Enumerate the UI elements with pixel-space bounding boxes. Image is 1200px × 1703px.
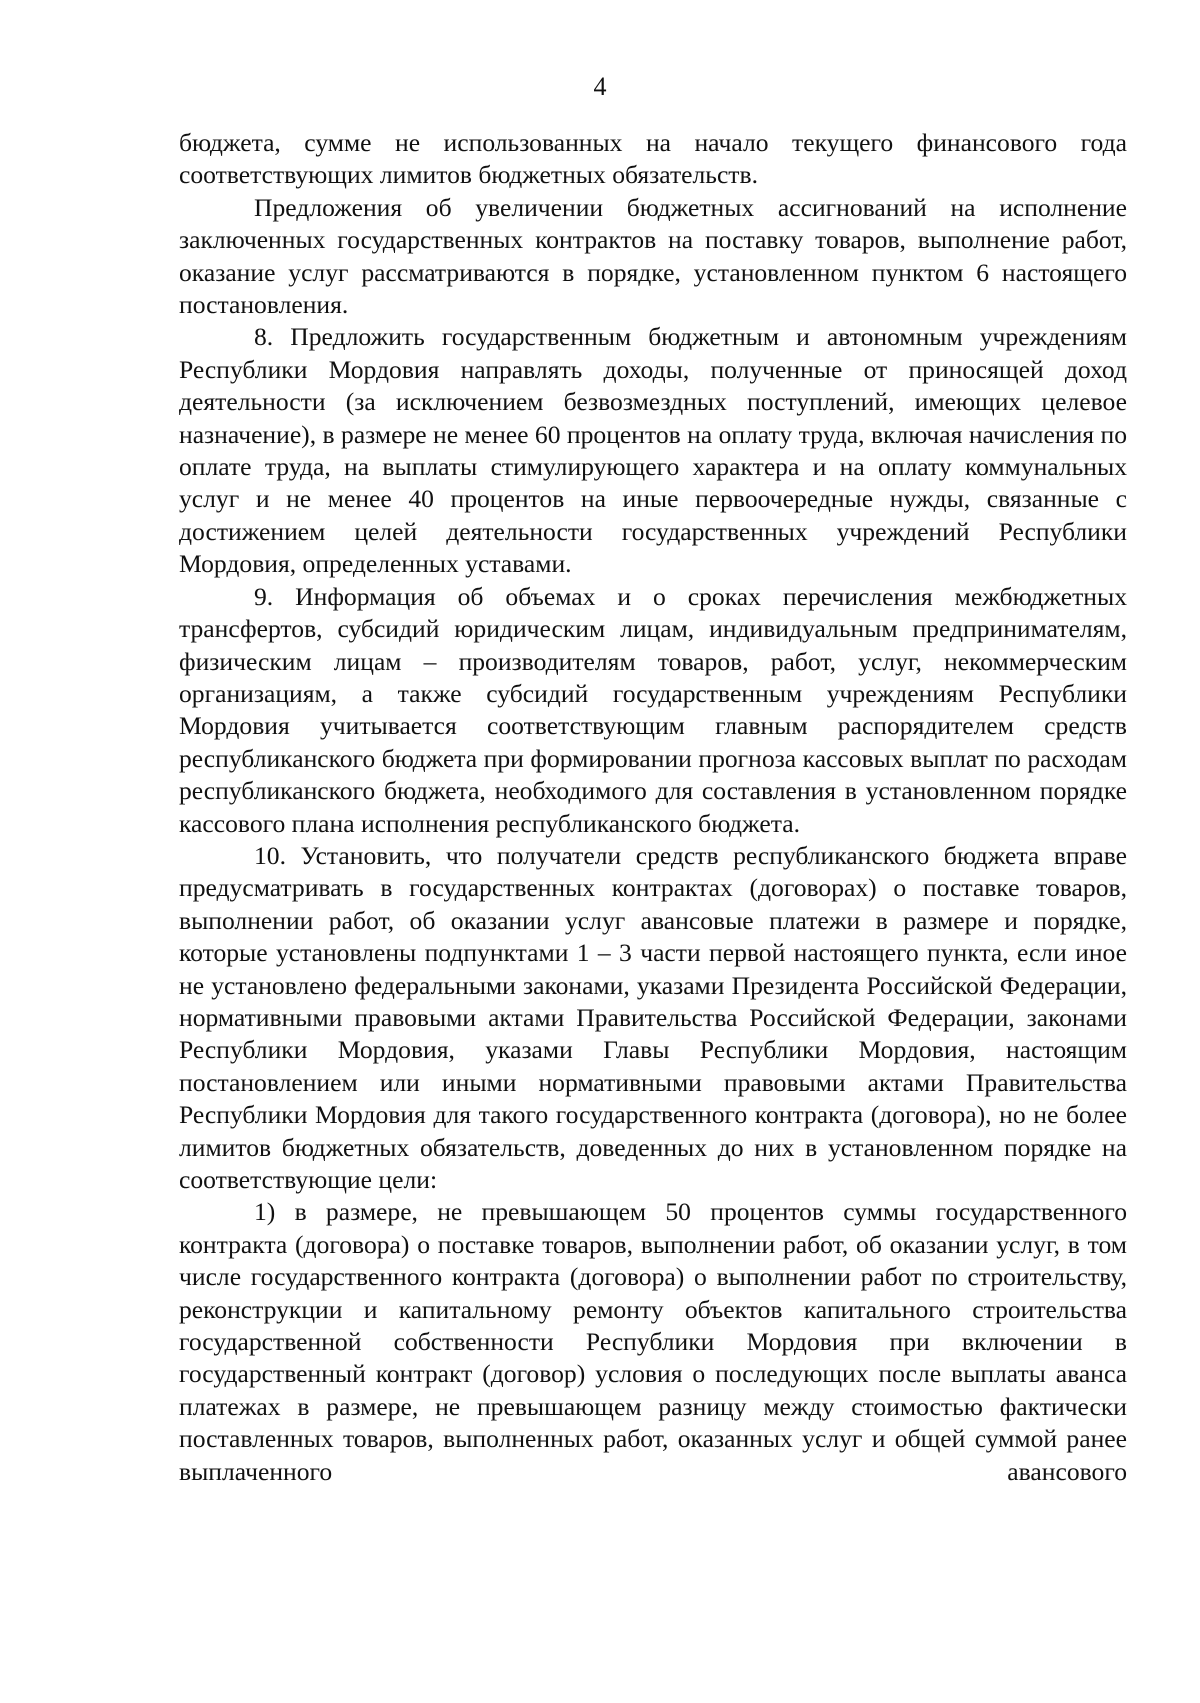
document-body [179, 127, 1127, 1488]
paragraph-subitem-1: 1) в размере, не превышающем 50 процентов суммы государственного контракта (договора) о поставке товаров, выполнении работ, об оказании услуг, в том числе государственного контракта (договора) о выполнении работ по строительству, реконструкции и капитальному ремонту объектов капитального строительства государственной собственности Республики Мордовия при включении в государственный контракт (договор) условия о последующих после выплаты аванса платежах в размере, не превышающем разницу между стоимостью фактически поставленных товаров, выполненных работ, оказанных услуг и общей суммой ранее выплаченного авансового [179, 1197, 1127, 1486]
paragraph-item-8: 8. Предложить государственным бюджетным и автономным учреждениям Республики Мордовия направлять доходы, полученные от приносящей доход деятельности (за исключением безвозмездных поступлений, имеющих целевое назначение), в размере не менее 60 процентов на оплату труда, включая начисления по оплате труда, на выплаты стимулирующего характера и на оплату коммунальных услуг и не менее 40 процентов на иные первоочередные нужды, связанные с достижением целей деятельности государственных учреждений Республики Мордовия, определенных уставами. [179, 322, 1127, 579]
paragraph-item-10: 10. Установить, что получатели средств республиканского бюджета вправе предусматривать в государственных контрактах (договорах) о поставке товаров, выполнении работ, об оказании услуг авансовые платежи в размере и порядке, которые установлены подпунктами 1 – 3 части первой настоящего пункта, если иное не установлено федеральными законами, указами Президента Российской Федерации, нормативными правовыми актами Правительства Российской Федерации, законами Республики Мордовия, указами Главы Республики Мордовия, настоящим постановлением или иными нормативными правовыми актами Правительства Республики Мордовия для такого государственного контракта (договора), но не более лимитов бюджетных обязательств, доведенных до них в установленном порядке на соответствующие цели: [179, 840, 1127, 1194]
page-number: 4 [593, 72, 607, 101]
paragraph-budget-continuation: бюджета, сумме не использованных на начало текущего финансового года соответствующих лимитов бюджетных обязательств. [179, 128, 1127, 190]
paragraph-allocation-proposals: Предложения об увеличении бюджетных ассигнований на исполнение заключенных государственных контрактов на поставку товаров, выполнение работ, оказание услуг рассматриваются в порядке, установленном пунктом 6 настоящего постановления. [179, 192, 1127, 320]
paragraph-item-9: 9. Информация об объемах и о сроках перечисления межбюджетных трансфертов, субсидий юридическим лицам, индивидуальным предпринимателям, физическим лицам – производителям товаров, работ, услуг, некоммерческим организациям, а также субсидий государственным учреждениям Республики Мордовия учитывается соответствующим главным распорядителем средств республиканского бюджета при формировании прогноза кассовых выплат по расходам республиканского бюджета, необходимого для составления в установленном порядке кассового плана исполнения республиканского бюджета. [179, 581, 1127, 838]
